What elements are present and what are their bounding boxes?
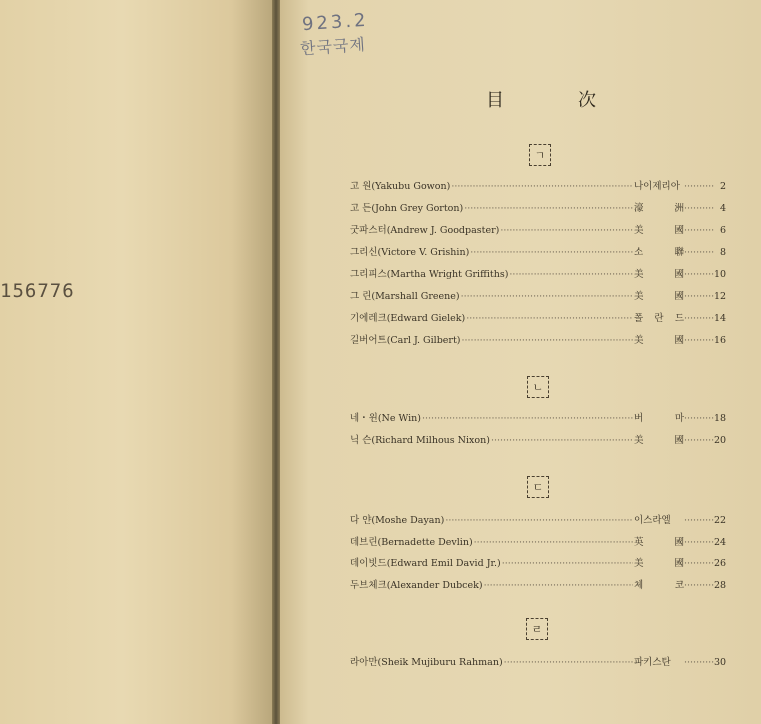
leader-dots (474, 537, 633, 548)
entry-page: 16 (714, 335, 727, 346)
title-char-2: 次 (578, 90, 596, 111)
entry-page: 10 (714, 269, 727, 280)
toc-entry[interactable] (350, 410, 726, 424)
entry-name: 닉 슨(Richard Milhous Nixon) (350, 435, 490, 446)
entry-page: 2 (719, 181, 726, 192)
entry-page: 4 (719, 203, 726, 214)
leader-dots (684, 515, 714, 526)
toc-entry[interactable] (350, 266, 726, 280)
entry-country: 美 國 (634, 225, 684, 236)
leader-dots (684, 537, 714, 548)
entry-name: 그리신(Victore V. Grishin) (350, 247, 470, 258)
entry-country: 폴 란 드 (634, 313, 684, 324)
entry-page: 14 (714, 313, 727, 324)
toc-entry[interactable] (350, 654, 726, 668)
toc-entry[interactable] (350, 244, 726, 258)
entry-page: 12 (714, 291, 727, 302)
entry-page: 8 (719, 247, 726, 258)
toc-entry[interactable] (350, 332, 726, 346)
entry-country: 美 國 (634, 291, 684, 302)
toc-entry[interactable] (350, 432, 726, 446)
entry-name: 라아만(Sheik Mujiburu Rahman) (350, 657, 503, 668)
entry-country: 美 國 (634, 558, 684, 569)
toc-entry[interactable] (350, 577, 726, 591)
leader-dots (470, 247, 633, 258)
entry-page: 30 (714, 657, 727, 668)
entry-page: 6 (719, 225, 726, 236)
toc-entry[interactable] (350, 534, 726, 548)
entry-name: 고 든(John Grey Gorton) (350, 203, 464, 214)
entry-name: 그리피스(Martha Wright Griffiths) (350, 269, 509, 280)
entry-page: 20 (714, 435, 727, 446)
entry-name: 그 린(Marshall Greene) (350, 291, 460, 302)
entry-country: 소 聯 (634, 247, 684, 258)
leader-dots (422, 413, 633, 424)
entry-name: 굿파스터(Andrew J. Goodpaster) (350, 225, 500, 236)
left-page (0, 0, 272, 724)
entry-name: 기에레크(Edward Gielek) (350, 313, 466, 324)
toc-entry[interactable] (350, 200, 726, 214)
leader-dots (684, 335, 714, 346)
leader-dots (464, 203, 633, 214)
section-heading-rieul: ㄹ (526, 618, 548, 640)
entry-page: 22 (714, 515, 727, 526)
leader-dots (684, 580, 714, 591)
leader-dots (684, 225, 714, 236)
entry-name: 다 얀(Moshe Dayan) (350, 515, 445, 526)
section-heading-nieun: ㄴ (527, 376, 549, 398)
entry-country: 美 國 (634, 335, 684, 346)
entry-country: 버 마 (634, 413, 684, 424)
handwritten-call-number: 923.2 (301, 9, 370, 36)
leader-dots (684, 657, 714, 668)
entry-country: 美 國 (634, 269, 684, 280)
section-heading-digeut: ㄷ (527, 476, 549, 498)
toc-entry[interactable] (350, 512, 726, 526)
leader-dots (684, 313, 714, 324)
leader-dots (684, 247, 714, 258)
leader-dots (466, 313, 633, 324)
entry-name: 고 원(Yakubu Gowon) (350, 181, 451, 192)
entry-name: 데브린(Bernadette Devlin) (350, 537, 473, 548)
handwritten-note: 한국국제 (299, 34, 367, 59)
leader-dots (684, 413, 714, 424)
leader-dots (502, 558, 633, 569)
leader-dots (484, 580, 633, 591)
accession-number-stamp: 156776 (0, 280, 75, 302)
entry-country: 이스라엘 (634, 515, 671, 526)
toc-entry[interactable] (350, 555, 726, 569)
entry-name: 네・윈(Ne Win) (350, 413, 421, 424)
leader-dots (684, 291, 714, 302)
toc-entry[interactable] (350, 178, 726, 192)
entry-country: 체 코 (634, 580, 684, 591)
entry-page: 28 (714, 580, 727, 591)
leader-dots (491, 435, 633, 446)
entry-country: 濠 洲 (634, 203, 684, 214)
leader-dots (504, 657, 633, 668)
entry-country: 파키스탄 (634, 657, 671, 668)
leader-dots (684, 181, 714, 192)
leader-dots (462, 335, 634, 346)
entry-page: 26 (714, 558, 727, 569)
leader-dots (500, 225, 633, 236)
toc-entry[interactable] (350, 310, 726, 324)
entry-country: 英 國 (634, 537, 684, 548)
entry-page: 24 (714, 537, 727, 548)
leader-dots (684, 558, 714, 569)
leader-dots (684, 203, 714, 214)
entry-name: 두브체크(Alexander Dubcek) (350, 580, 483, 591)
leader-dots (509, 269, 633, 280)
leader-dots (684, 435, 714, 446)
toc-entry[interactable] (350, 288, 726, 302)
page-title (486, 86, 596, 112)
toc-entry[interactable] (350, 222, 726, 236)
title-char-1: 目 (486, 90, 504, 111)
leader-dots (684, 269, 714, 280)
leader-dots (461, 291, 633, 302)
entry-name: 길버어트(Carl J. Gilbert) (350, 335, 461, 346)
leader-dots (445, 515, 633, 526)
section-heading-giyeok: ㄱ (529, 144, 551, 166)
entry-page: 18 (714, 413, 727, 424)
entry-country: 나이제리아 (634, 181, 680, 192)
entry-country: 美 國 (634, 435, 684, 446)
book-gutter (272, 0, 280, 724)
leader-dots (451, 181, 633, 192)
entry-name: 데이빗드(Edward Emil David Jr.) (350, 558, 501, 569)
